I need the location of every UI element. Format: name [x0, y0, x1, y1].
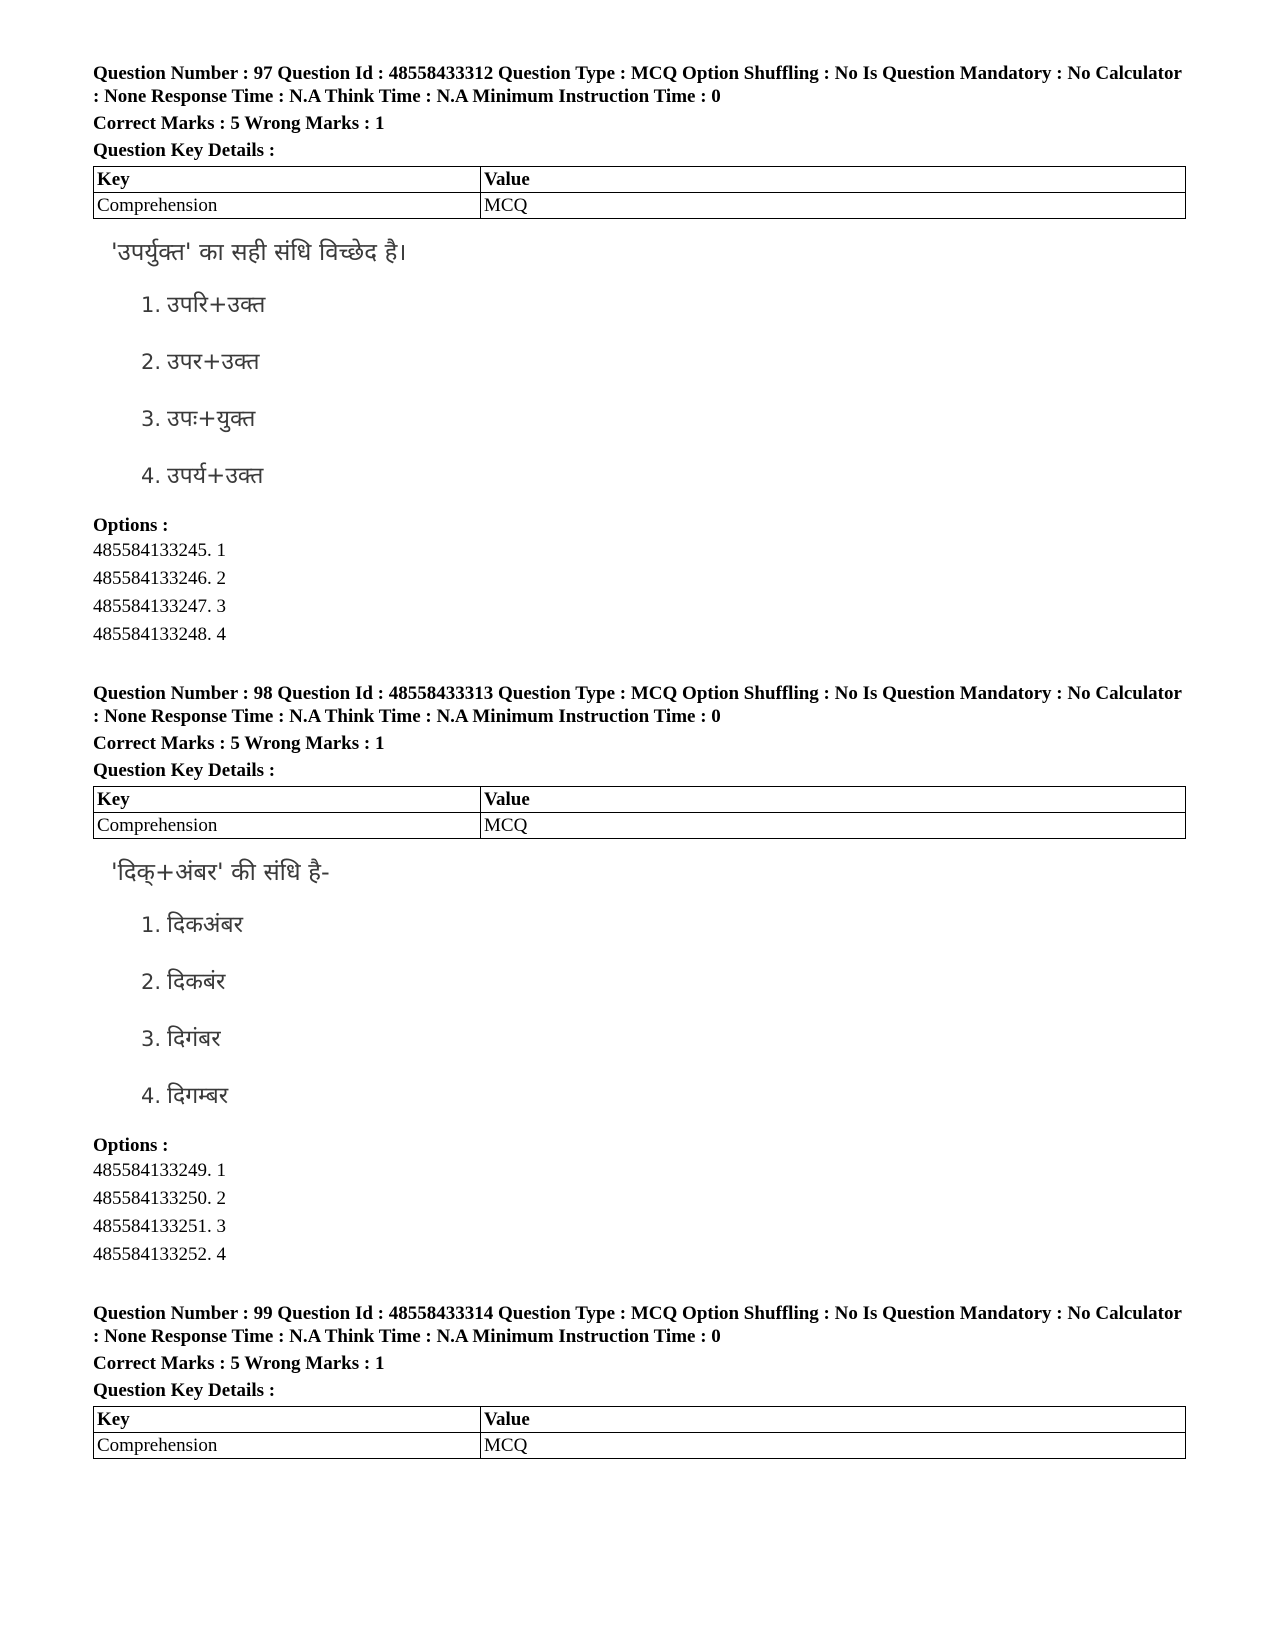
image-option — [141, 290, 1185, 320]
question-text: 'दिक्+अंबर' की संधि है- — [111, 858, 330, 886]
table-row — [94, 193, 1186, 219]
table-cell-key: Comprehension — [94, 193, 481, 219]
table-cell-key: Comprehension — [94, 1433, 481, 1459]
image-option-number: 4. — [141, 1084, 162, 1108]
question-block-98 — [93, 682, 1185, 1269]
image-option-text: दिगंबर — [167, 1026, 221, 1052]
question-header: Question Number : 98 Question Id : 48558433313 Question Type : MCQ Option Shuffling : No Is Question Mandatory : No Calculator : None Response Time : N.A Think Time : N.A Minimum Instruction Time : 0 — [93, 683, 1182, 727]
key-details-table — [93, 1406, 1186, 1459]
image-option — [141, 404, 1185, 434]
table-row — [94, 1433, 1186, 1459]
image-option — [141, 1024, 1185, 1054]
image-option-text: उपः+युक्त — [167, 406, 256, 432]
image-option-number: 1. — [141, 913, 162, 937]
key-details-table — [93, 786, 1186, 839]
image-option — [141, 347, 1185, 377]
question-image — [111, 237, 1185, 512]
option-item: 485584133250. 2 — [93, 1188, 226, 1209]
marks-line: Correct Marks : 5 Wrong Marks : 1 — [93, 733, 385, 754]
image-option-number: 3. — [141, 1027, 162, 1051]
option-item: 485584133247. 3 — [93, 596, 226, 617]
table-header-key: Key — [94, 1407, 481, 1433]
table-header-row — [94, 787, 1186, 813]
table-cell-value: MCQ — [481, 813, 1186, 839]
image-option-number: 2. — [141, 350, 162, 374]
table-header-value: Value — [481, 1407, 1186, 1433]
question-block-97 — [93, 62, 1185, 649]
image-option-text: उपर्य+उक्त — [167, 463, 264, 489]
question-header: Question Number : 97 Question Id : 48558433312 Question Type : MCQ Option Shuffling : No Is Question Mandatory : No Calculator : None Response Time : N.A Think Time : N.A Minimum Instruction Time : 0 — [93, 63, 1182, 107]
table-header-row — [94, 1407, 1186, 1433]
image-option — [141, 967, 1185, 997]
option-item: 485584133248. 4 — [93, 624, 226, 645]
marks-line: Correct Marks : 5 Wrong Marks : 1 — [93, 113, 385, 134]
image-option-number: 3. — [141, 407, 162, 431]
option-item: 485584133249. 1 — [93, 1160, 226, 1181]
image-option — [141, 461, 1185, 491]
question-block-99 — [93, 1302, 1185, 1459]
image-option — [141, 910, 1185, 940]
table-header-value: Value — [481, 787, 1186, 813]
image-option-text: उपर+उक्त — [167, 349, 260, 375]
table-header-key: Key — [94, 787, 481, 813]
table-header-value: Value — [481, 167, 1186, 193]
key-details-label: Question Key Details : — [93, 760, 276, 781]
table-header-row — [94, 167, 1186, 193]
image-option-text: दिकअंबर — [167, 912, 243, 938]
table-header-key: Key — [94, 167, 481, 193]
image-option-text: उपरि+उक्त — [167, 292, 266, 318]
option-item: 485584133252. 4 — [93, 1244, 226, 1265]
key-details-label: Question Key Details : — [93, 1380, 276, 1401]
image-option-text: दिगम्बर — [167, 1083, 229, 1109]
image-options-list — [141, 290, 1185, 491]
option-item: 485584133245. 1 — [93, 540, 226, 561]
image-option — [141, 1081, 1185, 1111]
image-option-number: 1. — [141, 293, 162, 317]
options-label: Options : — [93, 515, 169, 536]
image-options-list — [141, 910, 1185, 1111]
image-option-number: 2. — [141, 970, 162, 994]
options-label: Options : — [93, 1135, 169, 1156]
image-option-number: 4. — [141, 464, 162, 488]
marks-line: Correct Marks : 5 Wrong Marks : 1 — [93, 1353, 385, 1374]
table-cell-key: Comprehension — [94, 813, 481, 839]
table-cell-value: MCQ — [481, 193, 1186, 219]
question-header: Question Number : 99 Question Id : 48558433314 Question Type : MCQ Option Shuffling : No Is Question Mandatory : No Calculator : None Response Time : N.A Think Time : N.A Minimum Instruction Time : 0 — [93, 1303, 1182, 1347]
key-details-label: Question Key Details : — [93, 140, 276, 161]
table-cell-value: MCQ — [481, 1433, 1186, 1459]
table-row — [94, 813, 1186, 839]
option-item: 485584133251. 3 — [93, 1216, 226, 1237]
image-option-text: दिकबंर — [167, 969, 226, 995]
option-item: 485584133246. 2 — [93, 568, 226, 589]
key-details-table — [93, 166, 1186, 219]
question-image — [111, 857, 1185, 1132]
question-text: 'उपर्युक्त' का सही संधि विच्छेद है। — [111, 238, 407, 266]
